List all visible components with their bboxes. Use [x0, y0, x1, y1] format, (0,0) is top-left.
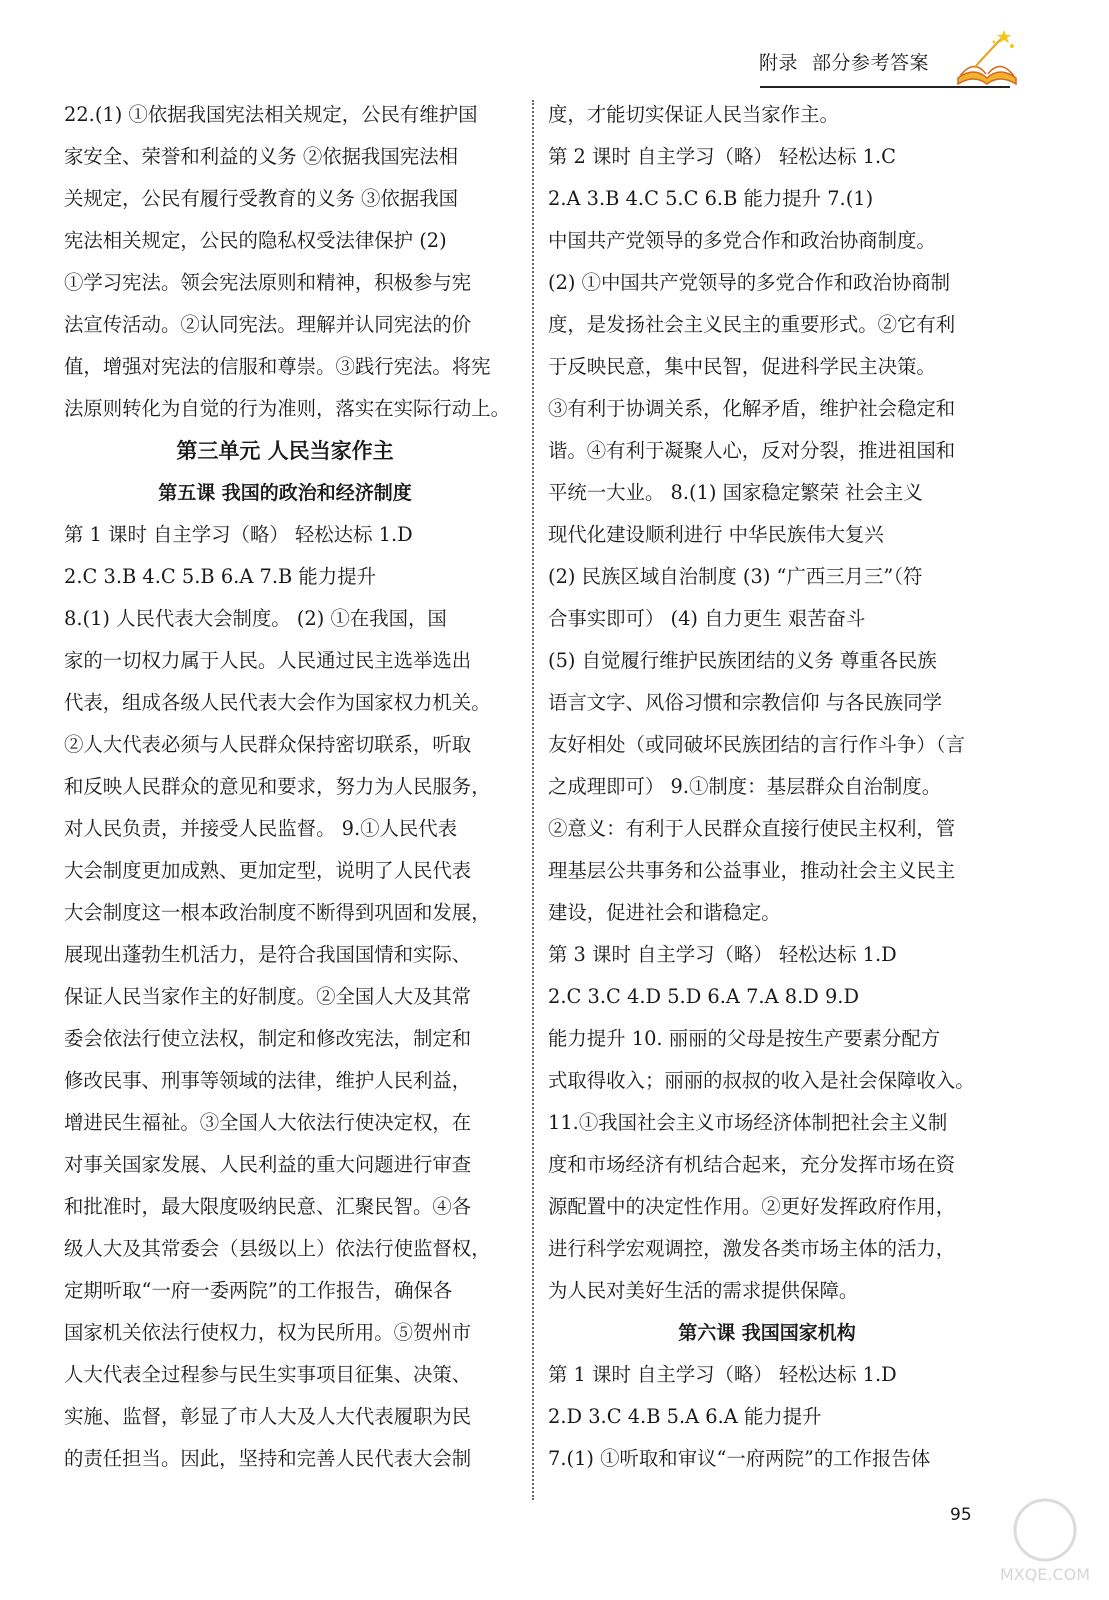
answer-line: 第 1 课时 自主学习（略） 轻松达标 1.D [64, 523, 413, 546]
answer-line: 7.(1) ①听取和审议“一府两院”的工作报告体 [548, 1447, 931, 1470]
answer-line: 2.A 3.B 4.C 5.C 6.B 能力提升 7.(1) [548, 187, 874, 210]
answer-line: 现代化建设顺利进行 中华民族伟大复兴 [548, 523, 884, 546]
column-divider [532, 100, 534, 1500]
answer-line: 国家机关依法行使权力，权为民所用。⑤贺州市 [64, 1321, 472, 1344]
answer-line: 大会制度更加成熟、更加定型，说明了人民代表 [64, 859, 472, 882]
answer-line: 代表，组成各级人民代表大会作为国家权力机关。 [64, 691, 491, 714]
answer-line: 对事关国家发展、人民利益的重大问题进行审查 [64, 1153, 472, 1176]
answer-line: 增进民生福祉。③全国人大依法行使决定权，在 [64, 1111, 472, 1134]
answer-line: 谐。④有利于凝聚人心，反对分裂，推进祖国和 [548, 439, 956, 462]
answer-line: 法原则转化为自觉的行为准则，落实在实际行动上。 [64, 397, 510, 420]
answer-line: 法宣传活动。②认同宪法。理解并认同宪法的价 [64, 313, 472, 336]
answer-line: 中国共产党领导的多党合作和政治协商制度。 [548, 229, 936, 252]
answer-line: 值，增强对宪法的信服和尊崇。③践行宪法。将宪 [64, 355, 491, 378]
answer-line: 式取得收入；丽丽的叔叔的收入是社会保障收入。 [548, 1069, 975, 1092]
answer-line: (5) 自觉履行维护民族团结的义务 尊重各民族 [548, 649, 937, 672]
answer-line: 2.C 3.B 4.C 5.B 6.A 7.B 能力提升 [64, 565, 376, 588]
answer-line: 实施、监督，彰显了市人大及人大代表履职为民 [64, 1405, 472, 1428]
answer-line: 对人民负责，并接受人民监督。 9.①人民代表 [64, 817, 458, 840]
answer-line: 委会依法行使立法权，制定和修改宪法，制定和 [64, 1027, 472, 1050]
answer-line: (2) ①中国共产党领导的多党合作和政治协商制 [548, 271, 951, 294]
lesson-heading: 第五课 我国的政治和经济制度 [158, 482, 412, 504]
answer-line: 理基层公共事务和公益事业，推动社会主义民主 [548, 859, 956, 882]
answer-line: ③有利于协调关系，化解矛盾，维护社会稳定和 [548, 397, 956, 420]
answer-line: 和反映人民群众的意见和要求，努力为人民服务， [64, 775, 491, 798]
answer-line: 关规定，公民有履行受教育的义务 ③依据我国 [64, 187, 458, 210]
right-column [548, 94, 986, 1480]
unit-heading: 第三单元 人民当家作主 [176, 439, 394, 463]
answer-line: 于反映民意，集中民智，促进科学民主决策。 [548, 355, 936, 378]
answer-line: ①学习宪法。领会宪法原则和精神，积极参与宪 [64, 271, 472, 294]
answer-line: 友好相处（或同破坏民族团结的言行作斗争）（言 [548, 733, 965, 756]
answer-line: (2) 民族区域自治制度 (3) “广西三月三”（符 [548, 565, 923, 588]
header-title: 部分参考答案 [811, 52, 929, 74]
answer-line: 2.C 3.C 4.D 5.D 6.A 7.A 8.D 9.D [548, 985, 860, 1008]
answer-line: 保证人民当家作主的好制度。②全国人大及其常 [64, 985, 472, 1008]
answer-line: 合事实即可） (4) 自力更生 艰苦奋斗 [548, 607, 866, 630]
lesson-heading: 第六课 我国国家机构 [678, 1322, 856, 1344]
answer-line: 家的一切权力属于人民。人民通过民主选举选出 [64, 649, 472, 672]
answer-line: 源配置中的决定性作用。②更好发挥政府作用， [548, 1195, 956, 1218]
answer-line: 度，才能切实保证人民当家作主。 [548, 103, 839, 126]
answer-line: 展现出蓬勃生机活力，是符合我国国情和实际、 [64, 943, 472, 966]
answer-line: 之成理即可） 9.①制度：基层群众自治制度。 [548, 775, 942, 798]
header-appendix: 附录 [758, 52, 798, 74]
answer-line: 为人民对美好生活的需求提供保障。 [548, 1279, 859, 1302]
answer-line: 级人大及其常委会（县级以上）依法行使监督权， [64, 1237, 491, 1260]
answer-line: 宪法相关规定，公民的隐私权受法律保护 (2) [64, 229, 447, 252]
answer-line: 度，是发扬社会主义民主的重要形式。②它有利 [548, 313, 956, 336]
answer-line: 建设，促进社会和谐稳定。 [548, 901, 781, 924]
answer-line: 修改民事、刑事等领域的法律，维护人民利益， [64, 1069, 472, 1092]
answer-line: 的责任担当。因此，坚持和完善人民代表大会制 [64, 1447, 472, 1470]
watermark-logo [990, 1490, 1100, 1590]
answer-line: 家安全、荣誉和利益的义务 ②依据我国宪法相 [64, 145, 458, 168]
answer-line: 第 3 课时 自主学习（略） 轻松达标 1.D [548, 943, 897, 966]
answer-line: 能力提升 10. 丽丽的父母是按生产要素分配方 [548, 1027, 941, 1050]
book-star-icon [952, 28, 1022, 90]
answer-line: 语言文字、风俗习惯和宗教信仰 与各民族同学 [548, 691, 942, 714]
answer-line: ②意义：有利于人民群众直接行使民主权利，管 [548, 817, 956, 840]
watermark-text: MXQE.COM [999, 1565, 1091, 1584]
answer-line: ②人大代表必须与人民群众保持密切联系，听取 [64, 733, 472, 756]
answer-line: 第 2 课时 自主学习（略） 轻松达标 1.C [548, 145, 896, 168]
answer-line: 平统一大业。 8.(1) 国家稳定繁荣 社会主义 [548, 481, 923, 504]
answer-line: 和批准时，最大限度吸纳民意、汇聚民智。④各 [64, 1195, 472, 1218]
answer-line: 2.D 3.C 4.B 5.A 6.A 能力提升 [548, 1405, 822, 1428]
answer-line: 大会制度这一根本政治制度不断得到巩固和发展， [64, 901, 491, 924]
answer-line: 定期听取“一府一委两院”的工作报告，确保各 [64, 1279, 453, 1302]
answer-line: 人大代表全过程参与民生实事项目征集、决策、 [64, 1363, 472, 1386]
answer-line: 11.①我国社会主义市场经济体制把社会主义制 [548, 1111, 948, 1134]
answer-line: 第 1 课时 自主学习（略） 轻松达标 1.D [548, 1363, 897, 1386]
page-number: 95 [950, 1505, 972, 1525]
answer-line: 进行科学宏观调控，激发各类市场主体的活力， [548, 1237, 956, 1260]
answer-line: 度和市场经济有机结合起来，充分发挥市场在资 [548, 1153, 956, 1176]
answer-line: 22.(1) ①依据我国宪法相关规定，公民有维护国 [64, 103, 478, 126]
answer-line: 8.(1) 人民代表大会制度。 (2) ①在我国，国 [64, 607, 447, 630]
left-column [64, 94, 510, 1480]
